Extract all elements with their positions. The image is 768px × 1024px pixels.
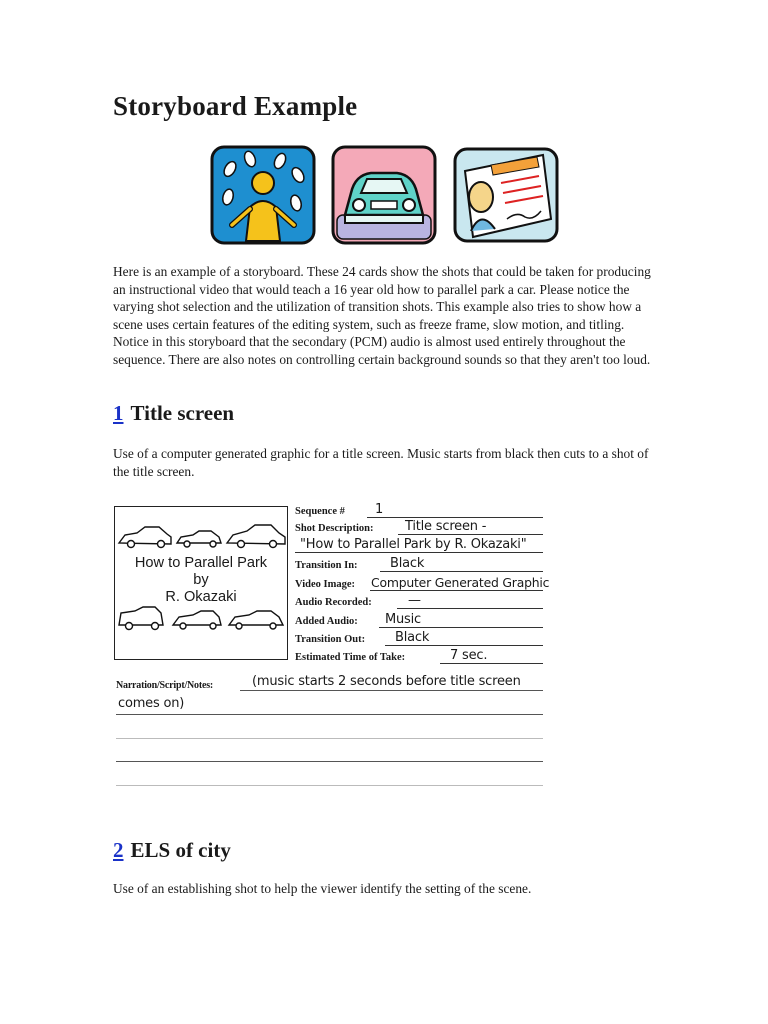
- rain-person-clipart: [210, 145, 316, 245]
- section-1-title: Title screen: [130, 401, 235, 425]
- estimated-time-value: 7 sec.: [450, 648, 488, 663]
- notes-rule-3: [116, 738, 543, 739]
- notes-line-1: (music starts 2 seconds before title screen: [252, 674, 521, 689]
- section-2-paragraph: Use of an establishing shot to help the viewer identify the setting of the scene.: [113, 881, 532, 896]
- shot-description-field: [295, 517, 543, 535]
- video-image-field: [295, 573, 550, 591]
- video-image-label: Video Image:: [295, 579, 355, 590]
- estimated-time-label: Estimated Time of Take:: [295, 652, 406, 663]
- notes-rule-1: [240, 690, 543, 691]
- frame-line-2: by: [193, 572, 209, 588]
- section-2-link[interactable]: 2: [113, 838, 124, 862]
- transition-in-value: Black: [390, 556, 425, 571]
- notes-rule-4: [116, 761, 543, 762]
- transition-out-label: Transition Out:: [295, 634, 366, 645]
- transition-out-field: [295, 628, 543, 646]
- notes-label: Narration/Script/Notes:: [116, 680, 214, 691]
- intro-paragraph: Here is an example of a storyboard. These 24 cards show the shots that could be taken for producing an instructional video that would teach a 16 year old how to parallel park a car. Please notice the varying shot selection and the utilization of transition shots. This example also tries to show how a scene uses certain features of the editing system, such as freeze frame, slow motion, and titling. Notice in this storyboard that the secondary (PCM) audio is almost used entirely throughout the sequence. There are also notes on controlling certain background sounds so that they aren't too loud.: [113, 264, 651, 367]
- added-audio-value: Music: [385, 612, 421, 627]
- drivers-license-clipart: [451, 145, 561, 245]
- audio-recorded-value: —: [408, 593, 421, 608]
- shot-description-continued: [295, 535, 543, 553]
- shot-description-label: Shot Description:: [295, 523, 374, 534]
- frame-line-3: R. Okazaki: [165, 589, 237, 605]
- section-1-paragraph: Use of a computer generated graphic for a title screen. Music starts from black then cuts to a shot of the title screen.: [113, 446, 649, 479]
- video-image-value: Computer Generated Graphic: [371, 575, 550, 590]
- frame-title-text: [115, 555, 287, 606]
- section-1-heading: [113, 401, 234, 426]
- sequence-value: 1: [375, 502, 384, 517]
- added-audio-label: Added Audio:: [295, 616, 358, 627]
- section-2-heading: [113, 838, 231, 863]
- transition-in-label: Transition In:: [295, 560, 358, 571]
- shot-description-value-2: "How to Parallel Park by R. Okazaki": [300, 537, 527, 552]
- shot-description-value: Title screen -: [405, 519, 487, 534]
- transition-in-field: [295, 554, 543, 572]
- notes-line-2: comes on): [118, 696, 185, 711]
- notes-rule-5: [116, 785, 543, 786]
- notes-rule-2: [116, 714, 543, 715]
- storyboard-frame: [114, 506, 288, 660]
- estimated-time-field: [295, 646, 543, 664]
- audio-recorded-field: [295, 591, 543, 609]
- transition-out-value: Black: [395, 630, 430, 645]
- page-title: Storyboard Example: [113, 91, 358, 121]
- added-audio-field: [295, 610, 543, 628]
- section-2-title: ELS of city: [130, 838, 231, 862]
- section-1-link[interactable]: 1: [113, 401, 124, 425]
- frame-line-1: How to Parallel Park: [134, 555, 268, 571]
- sequence-label: Sequence #: [295, 506, 345, 517]
- sequence-field: [295, 500, 543, 518]
- audio-recorded-label: Audio Recorded:: [295, 597, 372, 608]
- car-clipart: [331, 145, 437, 245]
